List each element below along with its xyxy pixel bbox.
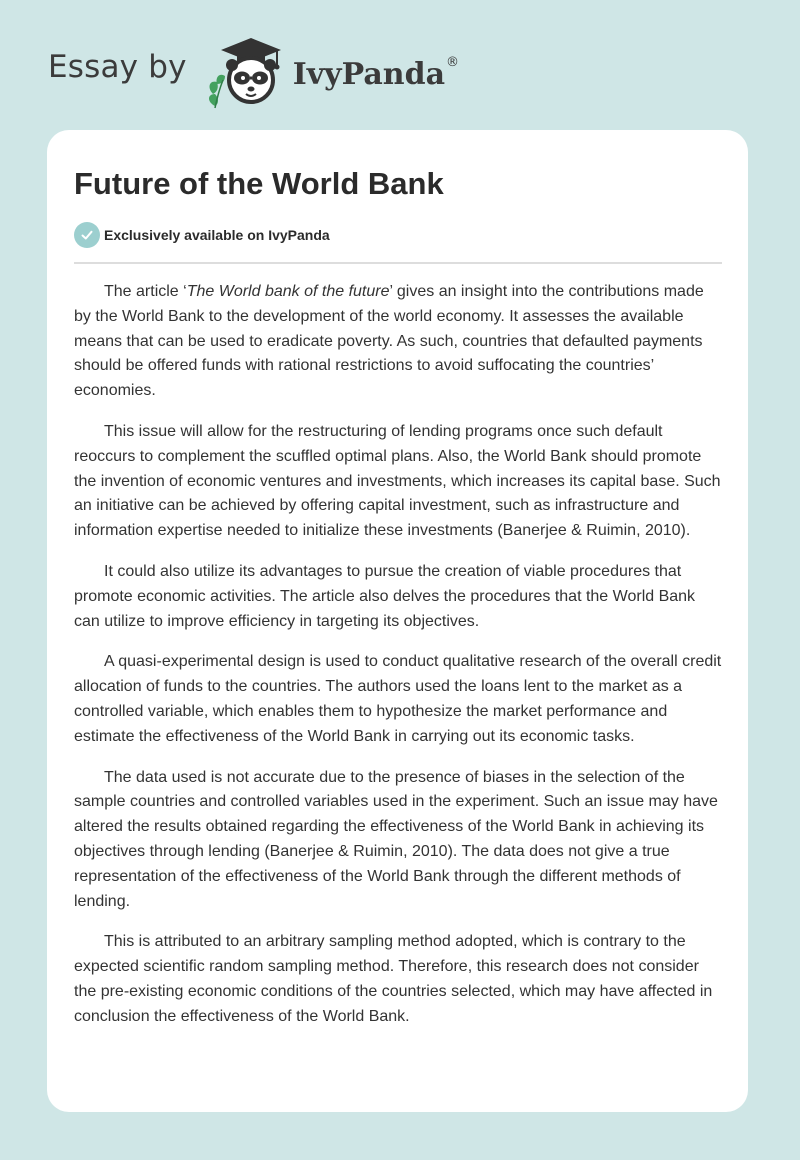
exclusive-badge-text: Exclusively available on IvyPanda [104,227,330,243]
paragraph-6: This is attributed to an arbitrary sampling method adopted, which is contrary to the expected scientific random sampling method. Therefore, this research does not consider the pre-existing economic conditions of the countries selected, which may have affected in conclusion the effectiveness of the World Bank. [74,933,713,1025]
brand-name: IvyPanda [292,56,446,92]
checkmark-icon [74,222,100,248]
paragraph-2: This issue will allow for the restructuring of lending programs once such default reoccurs to complement the scuffled optimal plans. Also, the World Bank should promote the invention of economic ventures and investments, which increases its capital base. Such an initiative can be achieved by offering capital investment, such as infrastructure and information expertise needed to initialize these investments (Banerjee & Ruimin, 2010). [74,422,721,540]
paragraph-3: It could also utilize its advantages to pursue the creation of viable procedures that promote economic activities. The article also delves the procedures that the World Bank can utilize to improve efficiency in targeting its objectives. [74,562,696,630]
exclusive-badge [74,222,722,248]
article-title-italic: The World bank of the future [186,283,390,300]
title-divider [74,262,722,264]
essay-body [74,280,722,1030]
registered-mark: ® [446,54,460,70]
brand-header [48,34,459,110]
paragraph-1 [74,280,722,404]
paragraph-1-lead: The article ‘ [104,283,187,300]
essay-card [47,130,748,1112]
essay-title: Future of the World Bank [74,166,444,201]
paragraph-4: A quasi-experimental design is used to conduct qualitative research of the overall credit allocation of funds to the countries. The authors used the loans lent to the market as a controlled variable, which enables them to hypothesize the market performance and estimate the effectiveness of the World Bank in carrying out its economic tasks. [74,653,722,745]
brand-prefix: Essay by [48,49,187,85]
panda-graduate-icon [201,34,291,110]
paragraph-5: The data used is not accurate due to the presence of biases in the selection of the sample countries and controlled variables used in the experiment. Such an issue may have altered the results obtained regarding the effectiveness of the World Bank in achieving its objectives through lending (Banerjee & Ruimin, 2010). The data does not give a true representation of the effectiveness of the World Bank through the different methods of lending. [74,768,718,910]
paragraph-1-rest: ’ gives an insight into the contributions made by the World Bank to the development of the world economy. It assesses the available means that can be used to eradicate poverty. As such, countries that defaulted payments should be offered funds with rational restrictions to avoid suffocating the countries’ economies. [74,283,704,400]
